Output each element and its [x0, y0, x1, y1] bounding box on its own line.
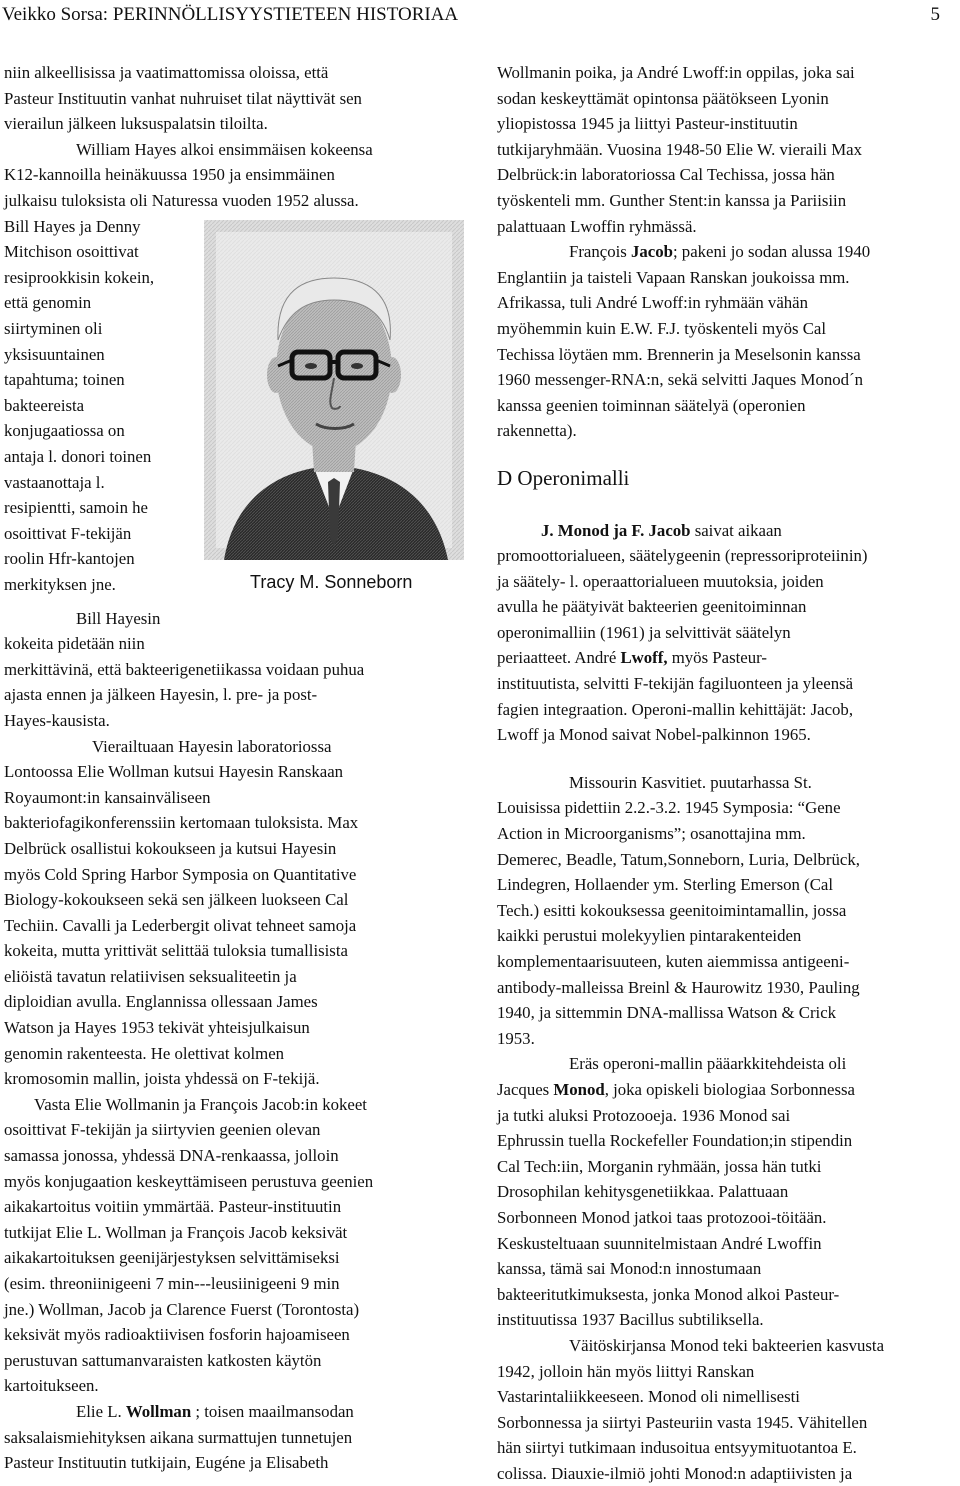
section-heading: D Operonimalli — [497, 465, 630, 490]
portrait-photo — [204, 220, 464, 560]
text-line: Techissa löytäen mm. Brennerin ja Meselsonin kanssa — [497, 344, 861, 364]
text-line: diploidian avulla. Englannissa ollessaan James — [4, 992, 318, 1012]
text-line: samassa jonossa, yhdessä DNA-renkaassa, jolloin — [4, 1146, 339, 1166]
text-line — [497, 239, 957, 265]
text-run: Elie L. — [76, 1401, 126, 1421]
figure-caption: Tracy M. Sonneborn — [250, 571, 413, 592]
text-line: Sorbonnessa ja siirtyi Pasteuriin vasta 1945. Vähitellen — [497, 1412, 868, 1432]
text-line: vastaanottaja l. — [4, 472, 105, 492]
text-line: Missourin Kasvitiet. puutarhassa St. — [569, 772, 812, 792]
paragraph-visit — [4, 734, 474, 1092]
paragraph-hayes-mitchison — [4, 214, 204, 598]
text-line: Biology-kokoukseen sekä sen jälkeen luokseen Cal — [4, 890, 349, 910]
text-line: ja tutki aluksi Protozooeja. 1936 Monod sai — [497, 1105, 791, 1125]
text-line: myöhemmin kuin E.W. F.J. työskenteli myös Cal — [497, 318, 826, 338]
page-number: 5 — [930, 4, 940, 25]
text-line: kanssa, tämä sai Monod:n innostumaan — [497, 1259, 762, 1279]
text-line: julkaisu tuloksista oli Naturessa vuoden 1952 alussa. — [4, 190, 359, 210]
text-line: resiprookkisin kokein, — [4, 267, 155, 287]
text-line: Afrikassa, tuli André Lwoff:in ryhmään vähän — [497, 293, 808, 313]
text-line: ja säätely- l. operaattorialueen muutoksia, joiden — [497, 571, 824, 591]
paragraph-wollman-son — [497, 60, 957, 239]
text-line: Vasta Elie Wollmanin ja François Jacob:in kokeet — [34, 1094, 367, 1114]
text-line: kaikki perustui molekyylien pintarakenteiden — [497, 926, 802, 946]
text-line: Mitchison osoittivat — [4, 242, 139, 262]
text-line: aikakartoituksen geenijärjestyksen selvittämiseksi — [4, 1248, 340, 1268]
text-line: Englantiin ja taisteli Vapaan Ranskan joukoissa mm. — [497, 267, 850, 287]
text-line: jne.) Wollman, Jacob ja Clarence Fuerst (Torontosta) — [4, 1299, 360, 1319]
running-header — [0, 4, 950, 30]
text-line: eliöistä tavatun relatiivisen seksualiteetin ja — [4, 966, 297, 986]
text-line: ajasta ennen ja jälkeen Hayesin, l. pre- ja post- — [4, 685, 318, 705]
text-line — [497, 645, 957, 671]
paragraph-wollman-jacob — [4, 1092, 474, 1399]
text-line: saksalaismiehityksen aikana surmattujen tunnetujen — [4, 1427, 353, 1447]
text-line: Lindegren, Hollaender ym. Sterling Emerson (Cal — [497, 875, 834, 895]
paragraph-thesis — [497, 1333, 957, 1486]
text-line: Action in Microorganisms”; osanottajina mm. — [497, 824, 806, 844]
text-line: työskenteli mm. Gunther Stent:in kanssa ja Pariisiin — [497, 190, 847, 210]
text-line: Pasteur Instituutin tutkijain, Eugéne ja Elisabeth — [4, 1453, 329, 1473]
text-line: merkittävinä, että bakteerigenetiikassa voidaan puhua — [4, 659, 365, 679]
text-line: genomin rakenteesta. He olettivat kolmen — [4, 1043, 285, 1063]
text-line: tutkijat Elie L. Wollman ja François Jacob keksivät — [4, 1222, 348, 1242]
text-line: 1942, jolloin hän myös liittyi Ranskan — [497, 1361, 755, 1381]
figure-wrap-block — [4, 214, 474, 624]
text-line: aikakartoitus voitiin ymmärtää. Pasteur-instituutin — [4, 1197, 342, 1217]
person-name-jacob: Jacob — [631, 242, 673, 262]
text-line: 1953. — [497, 1028, 535, 1048]
text-line: Tech.) esitti kokouksessa geenitoimintamallin, jossa — [497, 900, 847, 920]
text-line: roolin Hfr-kantojen — [4, 549, 135, 569]
paragraph-symposium — [497, 770, 957, 1052]
text-line: vierailun jälkeen luksuspalatsin tiloilta. — [4, 114, 268, 134]
text-line: Demerec, Beadle, Tatum,Sonneborn, Luria, Delbrück, — [497, 849, 860, 869]
text-line: rakennetta). — [497, 421, 577, 441]
paragraph-elie-wollman — [4, 1399, 474, 1476]
text-line — [497, 518, 957, 544]
text-line: 1940, ja sittemmin DNA-mallissa Watson & Crick — [497, 1003, 837, 1023]
text-line: että genomin — [4, 293, 92, 313]
text-line: merkityksen jne. — [4, 574, 116, 594]
text-line: Delbrück osallistui kokoukseen ja kutsui Hayesin — [4, 838, 337, 858]
text-run: saivat aikaan — [690, 520, 782, 540]
text-line: niin alkeellisissa ja vaatimattomissa oloissa, että — [4, 63, 329, 82]
text-line: Väitöskirjansa Monod teki bakteerien kasvusta — [569, 1335, 885, 1355]
text-line: myös Cold Spring Harbor Symposia on Quantitative — [4, 864, 357, 884]
text-run: myös Pasteur- — [667, 648, 767, 668]
text-line: tapahtuma; toinen — [4, 370, 125, 390]
person-name-monod: Monod — [553, 1079, 605, 1099]
text-line: palattuaan Lwoffin ryhmässä. — [497, 216, 697, 236]
text-line: Royaumont:in kansainväliseen — [4, 787, 211, 807]
right-column — [497, 60, 957, 1486]
text-line: kromosomin mallin, joista yhdessä on F-tekijä. — [4, 1069, 320, 1089]
text-line: Wollmanin poika, ja André Lwoff:in oppilas, joka sai — [497, 63, 855, 82]
person-names-monod-jacob: J. Monod ja F. Jacob — [541, 520, 691, 540]
text-line: Keskusteltuaan suunnitelmistaan André Lwoffin — [497, 1233, 822, 1253]
text-line: antibody-malleissa Breinl & Haurowitz 1930, Pauling — [497, 977, 860, 997]
text-line: Lwoff ja Monod saivat Nobel-palkinnon 1965. — [497, 725, 811, 745]
text-line — [4, 1399, 474, 1425]
text-line: K12-kannoilla heinäkuussa 1950 ja ensimmäinen — [4, 165, 335, 185]
text-line: antaja l. donori toinen — [4, 446, 152, 466]
text-line: Bill Hayes ja Denny — [4, 216, 141, 236]
text-line: operonimalliin (1961) ja selvittivät säätelyn — [497, 622, 791, 642]
paragraph-jacob — [497, 239, 957, 444]
text-line: Pasteur Instituutin vanhat nuhruiset tilat näyttivät sen — [4, 88, 362, 108]
text-run: François — [569, 242, 631, 262]
text-line: myös konjugaation keskeyttämiseen perustuva geenien — [4, 1171, 374, 1191]
text-run: periaatteet. André — [497, 648, 621, 668]
text-line: kanssa geenien toiminnan säätelyä (operonien — [497, 395, 806, 415]
text-run: , joka opiskeli biologiaa Sorbonnessa — [604, 1079, 855, 1099]
text-line: Techiin. Cavalli ja Lederbergit olivat tehneet samoja — [4, 915, 357, 935]
paragraph-intro — [4, 60, 474, 137]
text-line: Vastarintaliikkeeseen. Monod oli nimellisesti — [497, 1387, 800, 1407]
paragraph-hayes-significance — [4, 606, 474, 734]
text-line: bakteriofagikonferenssiin kertomaan tuloksista. Max — [4, 813, 359, 833]
person-name-lwoff: Lwoff, — [620, 648, 668, 668]
text-line: resipientti, samoin he — [4, 498, 149, 518]
paragraph-hayes-start — [4, 137, 474, 214]
spacer — [497, 748, 957, 770]
paragraph-monod-architect — [497, 1051, 957, 1333]
text-line: Bill Hayesin — [76, 608, 161, 628]
text-line: siirtyminen oli — [4, 318, 103, 338]
text-line: Vierailtuaan Hayesin laboratoriossa — [92, 736, 332, 756]
text-line: tutkijaryhmään. Vuosina 1948-50 Elie W. vieraili Max — [497, 139, 863, 159]
text-run: ; pakeni jo sodan alussa 1940 — [672, 242, 871, 262]
text-line: Lontoossa Elie Wollman kutsui Hayesin Ranskaan — [4, 762, 344, 782]
text-line: kartoitukseen. — [4, 1376, 99, 1396]
text-line — [497, 1077, 957, 1103]
text-line: Drosophilan kehitysgenetiikkaa. Palattuaan — [497, 1182, 789, 1202]
text-line: Watson ja Hayes 1953 tekivät yhteisjulkaisun — [4, 1018, 310, 1038]
text-line: promoottorialueen, säätelygeenin (repressoriproteiinin) — [497, 546, 868, 566]
text-line: fagien integraation. Operoni-mallin kehittäjät: Jacob, — [497, 699, 854, 719]
person-name-wollman: Wollman — [125, 1401, 192, 1421]
left-column — [4, 60, 474, 1476]
text-line: Eräs operoni-mallin pääarkkitehdeista oli — [569, 1054, 847, 1074]
header-title: Veikko Sorsa: PERINNÖLLISYYSTIETEEN HISTORIAA — [2, 4, 459, 25]
paragraph-operon — [497, 518, 957, 748]
text-line: instituutissa 1937 Bacillus subtiliksella. — [497, 1310, 764, 1330]
text-line: avulla he päätyivät bakteerien geenitoiminnan — [497, 597, 807, 617]
text-line: Hayes-kausista. — [4, 710, 110, 730]
text-line: kokeita pidetään niin — [4, 634, 145, 654]
text-line: osoittivat F-tekijän ja siirtyvien geenien olevan — [4, 1120, 321, 1140]
text-run: Jacques — [497, 1079, 554, 1099]
text-line: sodan keskeyttämät opintonsa päätökseen Lyonin — [497, 88, 829, 108]
text-line: William Hayes alkoi ensimmäisen kokeensa — [76, 139, 373, 159]
text-line: perustuvan sattumanvaraisten katkosten käytön — [4, 1350, 322, 1370]
text-line: colissa. Diauxie-ilmiö johti Monod:n adaptiivisten ja — [497, 1463, 853, 1483]
text-line: Delbrück:in laboratoriossa Cal Techissa, jossa hän — [497, 165, 835, 185]
text-line: osoittivat F-tekijän — [4, 523, 132, 543]
text-line: (esim. threoniinigeeni 7 min---leusiinigeeni 9 min — [4, 1274, 340, 1293]
text-line: kokeita, mutta yrittivät selittää tuloksia tumallisista — [4, 941, 348, 961]
text-line: Louisissa pidettiin 2.2.-3.2. 1945 Symposia: “Gene — [497, 798, 841, 818]
text-line: bakteeritutkimuksesta, jonka Monod alkoi Pasteur- — [497, 1284, 840, 1304]
text-line: komplementaarisuuteen, kuten aiemmissa antigeeni- — [497, 952, 850, 971]
text-line: Ephrussin tuella Rockefeller Foundation;in stipendin — [497, 1131, 853, 1151]
text-line: 1960 messenger-RNA:n, sekä selvitti Jaques Monod´n — [497, 370, 863, 390]
text-run: ; toisen maailmansodan — [191, 1401, 354, 1421]
text-line: yksisuuntainen — [4, 344, 105, 364]
text-line: konjugaatiossa on — [4, 421, 125, 441]
text-line: yliopistossa 1945 ja liittyi Pasteur-instituutin — [497, 114, 798, 134]
text-line: Cal Tech:iin, Morganin ryhmään, jossa hän tutki — [497, 1156, 822, 1176]
text-line: instituutista, selvitti F-tekijän fagiluonteen ja yleensä — [497, 674, 854, 694]
text-line: Sorbonneen Monod jatkoi taas protozooi-töitään. — [497, 1207, 827, 1227]
text-line: keksivät myös radioaktiivisen fosforin hajoamiseen — [4, 1325, 350, 1345]
text-line: hän siirtyi tutkimaan indusoitua entsyymituotantoa E. — [497, 1438, 857, 1458]
text-line: bakteereista — [4, 395, 85, 415]
portrait-illustration — [204, 220, 464, 560]
